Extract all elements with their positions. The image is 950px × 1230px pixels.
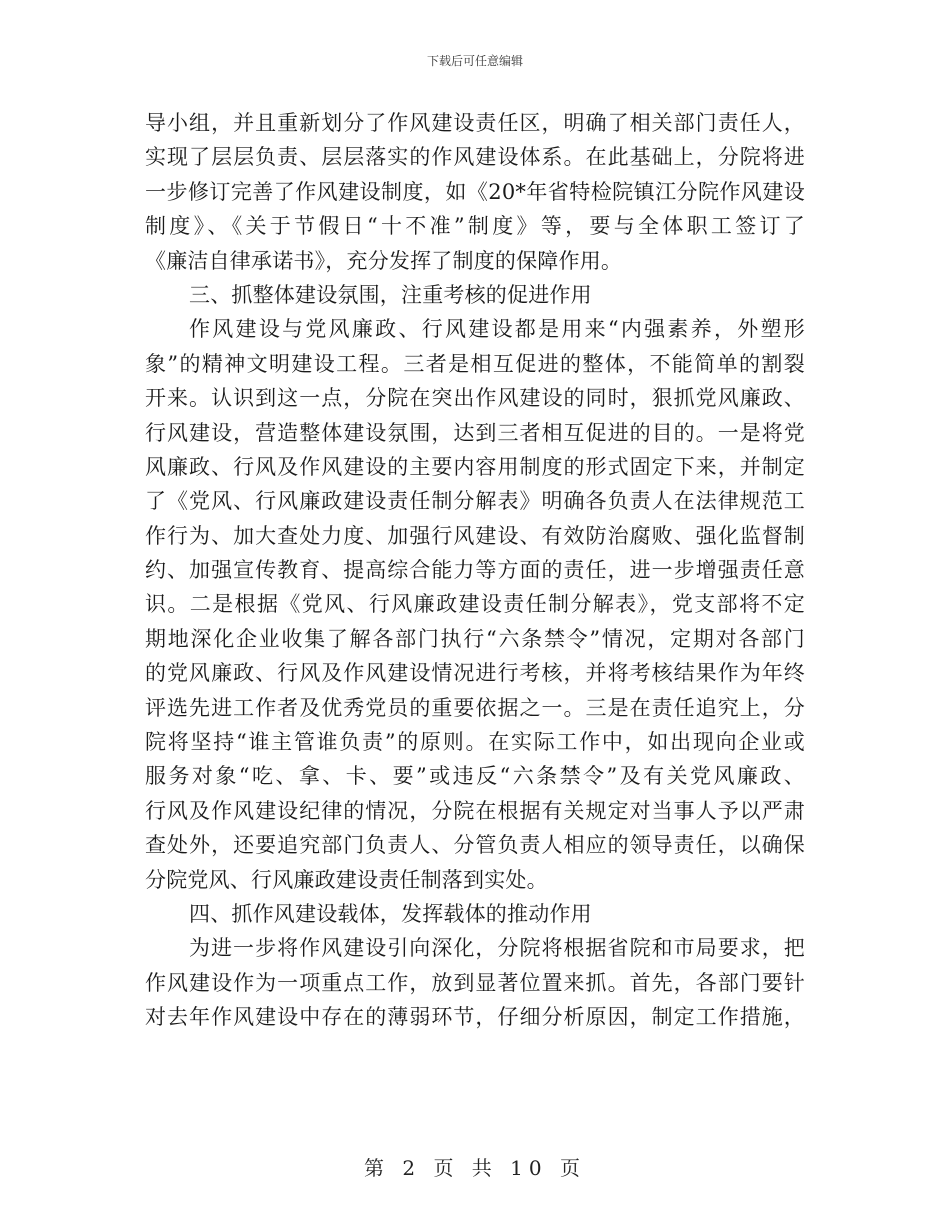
text-line: 的党风廉政、行风及作风建设情况进行考核，并将考核结果作为年终 <box>145 661 805 686</box>
text-line: 风廉政、行风及作风建设的主要内容用制度的形式固定下来，并制定 <box>145 454 805 479</box>
text-line: 行风及作风建设纪律的情况，分院在根据有关规定对当事人予以严肃 <box>145 798 805 823</box>
text-line: 为进一步将作风建设引向深化，分院将根据省院和市局要求，把 <box>189 936 805 961</box>
text-line: 期地深化企业收集了解各部门执行“六条禁令”情况，定期对各部门 <box>145 626 805 651</box>
text-line: 一步修订完善了作风建设制度，如《20*年省特检院镇江分院作风建设 <box>145 179 805 204</box>
text-line: 了《党风、行风廉政建设责任制分解表》明确各负责人在法律规范工 <box>145 489 805 514</box>
text-line: 对去年作风建设中存在的薄弱环节，仔细分析原因，制定工作措施， <box>145 1005 805 1030</box>
page-footer: 第 2 页 共 10 页 <box>364 1156 586 1180</box>
section-heading: 三、抓整体建设氛围，注重考核的促进作用 <box>189 282 592 307</box>
text-line: 象”的精神文明建设工程。三者是相互促进的整体，不能简单的割裂 <box>145 351 805 376</box>
text-line: 行风建设，营造整体建设氛围，达到三者相互促进的目的。一是将党 <box>145 420 805 445</box>
section-heading: 四、抓作风建设载体，发挥载体的推动作用 <box>189 901 592 926</box>
text-line: 《廉洁自律承诺书》，充分发挥了制度的保障作用。 <box>145 248 623 273</box>
document-body <box>145 106 805 1035</box>
page-header: 下载后可任意编辑 <box>426 54 523 68</box>
text-line: 作行为、加大查处力度、加强行风建设、有效防治腐败、强化监督制 <box>145 523 805 548</box>
text-line: 作风建设作为一项重点工作，放到显著位置来抓。首先，各部门要针 <box>145 970 805 995</box>
text-line: 评选先进工作者及优秀党员的重要依据之一。三是在责任追究上，分 <box>145 695 805 720</box>
text-line: 实现了层层负责、层层落实的作风建设体系。在此基础上，分院将进 <box>145 145 805 170</box>
text-line: 分院党风、行风廉政建设责任制落到实处。 <box>145 867 548 892</box>
text-line: 导小组，并且重新划分了作风建设责任区，明确了相关部门责任人， <box>145 111 805 135</box>
text-line: 作风建设与党风廉政、行风建设都是用来“内强素养，外塑形 <box>189 317 805 342</box>
text-line: 院将坚持“谁主管谁负责”的原则。在实际工作中，如出现向企业或 <box>145 730 805 755</box>
text-line: 约、加强宣传教育、提高综合能力等方面的责任，进一步增强责任意 <box>145 558 805 583</box>
text-line: 识。二是根据《党风、行风廉政建设责任制分解表》，党支部将不定 <box>145 592 805 617</box>
text-line: 开来。认识到这一点，分院在突出作风建设的同时，狠抓党风廉政、 <box>145 386 805 411</box>
text-line: 服务对象“吃、拿、卡、要”或违反“六条禁令”及有关党风廉政、 <box>145 764 805 789</box>
text-line: 查处外，还要追究部门负责人、分管负责人相应的领导责任，以确保 <box>145 833 805 858</box>
text-line: 制度》、《关于节假日“十不准”制度》等，要与全体职工签订了 <box>145 214 805 239</box>
